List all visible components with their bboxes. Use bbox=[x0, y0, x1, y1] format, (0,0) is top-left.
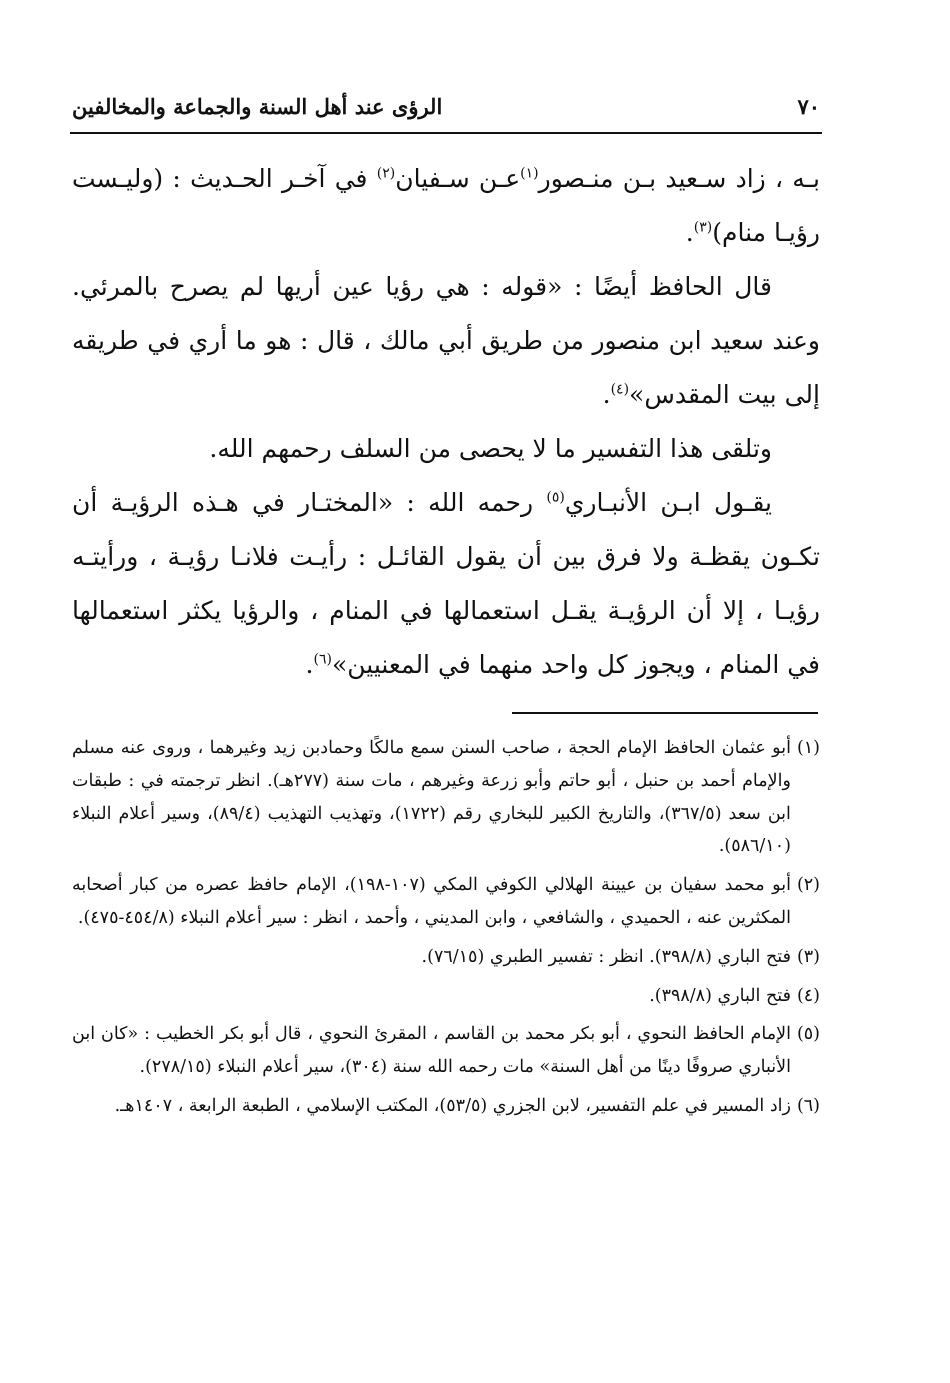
running-title: الرؤى عند أهل السنة والجماعة والمخالفين bbox=[72, 93, 443, 119]
footnote-number: (٥) bbox=[796, 1024, 820, 1045]
footnote-text: فتح الباري (٣٩٨/٨). bbox=[649, 985, 791, 1006]
paragraph-2 bbox=[72, 260, 820, 422]
text-run: قال الحافظ أيضًا : «قوله : هي رؤيا عين أريها لم يصرح بالمرئي. وعند سعيد ابن منصور من طريق أبي مالك ، قال : هو ما أري في طريقه إلى بيت المقدس» bbox=[72, 272, 820, 409]
footnote-text: أبو عثمان الحافظ الإمام الحجة ، صاحب السنن سمع مالكًا وحمادبن زيد وغيرهما ، وروى عنه مسلم والإمام أحمد بن حنبل ، أبو حاتم وأبو زرعة وغيرهم ، مات سنة (٢٧٧هـ). انظر ترجمته في : طبقات ابن سعد (٣٦٧/٥)، والتاريخ الكبير للبخاري رقم (١٧٢٢)، وتهذيب التهذيب (٨٩/٤)، وسير أعلام النبلاء (٥٨٦/١٠). bbox=[72, 738, 791, 857]
footnote-5 bbox=[72, 1018, 820, 1084]
footnote-text: فتح الباري (٣٩٨/٨). انظر : تفسير الطبري (٧٦/١٥). bbox=[421, 946, 791, 967]
footnote-ref-4[interactable]: (٤) bbox=[610, 381, 630, 398]
footnote-number: (٢) bbox=[796, 875, 820, 896]
paragraph-1 bbox=[72, 152, 820, 260]
footnote-text: زاد المسير في علم التفسير، لابن الجزري (٥٣/٥)، المكتب الإسلامي ، الطبعة الرابعة ، ١٤٠٧هـ. bbox=[114, 1095, 791, 1116]
footnote-1 bbox=[72, 732, 820, 863]
page-header bbox=[72, 88, 820, 124]
text-run: بـه ، زاد سـعيد بـن منـصور bbox=[538, 164, 820, 193]
header-rule bbox=[70, 132, 822, 134]
footnote-3 bbox=[72, 941, 820, 974]
text-run: في آخـر الحـديث : (وليـست رؤيـا منام) bbox=[72, 164, 820, 247]
footnote-text: أبو محمد سفيان بن عيينة الهلالي الكوفي المكي (١٠٧-١٩٨)، الإمام حافظ عصره من كبار أصحابه المكثرين عنه ، الحميدي ، والشافعي ، وابن المديني ، وأحمد ، انظر : سير أعلام النبلاء (٤٥٤/٨-٤٧٥). bbox=[72, 875, 791, 928]
footnote-ref-5[interactable]: (٥) bbox=[546, 489, 565, 506]
footnote-ref-2[interactable]: (٢) bbox=[376, 165, 396, 182]
footnotes bbox=[72, 732, 820, 1129]
footnote-separator bbox=[512, 712, 818, 714]
footnote-6 bbox=[72, 1090, 820, 1123]
paragraph-3 bbox=[72, 422, 820, 476]
footnote-text: الإمام الحافظ النحوي ، أبو بكر محمد بن القاسم ، المقرئ النحوي ، قال أبو بكر الخطيب : «كان ابن الأنباري صروفًا دينًا من أهل السنة» مات رحمه الله سنة (٣٠٤)، سير أعلام النبلاء (٢٧٨/١٥). bbox=[72, 1024, 791, 1078]
paragraph-4 bbox=[72, 476, 820, 692]
page-number: ٧٠ bbox=[797, 93, 820, 119]
text-run: . bbox=[685, 218, 694, 247]
main-text bbox=[72, 152, 820, 692]
footnote-ref-6[interactable]: (٦) bbox=[313, 651, 332, 668]
text-run: رحمه الله : «المختـار في هـذه الرؤيـة أن تكـون يقظـة ولا فرق بين أن يقول القائـل : رأيـت فلانـا رؤيـة ، ورأيتـه رؤيـا ، إلا أن الرؤيـة يقـل استعمالها في المنام ، والرؤيا يكثر استعمالها في المنام ، ويجوز كل واحد منهما في المعنيين» bbox=[72, 488, 820, 679]
footnote-number: (٣) bbox=[796, 946, 820, 967]
text-run: وتلقى هذا التفسير ما لا يحصى من السلف رحمهم الله. bbox=[209, 434, 772, 463]
footnote-number: (٦) bbox=[796, 1095, 820, 1116]
text-run: . bbox=[305, 650, 314, 679]
text-run: عـن سـفيان bbox=[395, 164, 521, 193]
footnote-number: (١) bbox=[796, 738, 820, 758]
footnote-ref-3[interactable]: (٣) bbox=[693, 219, 713, 236]
footnote-number: (٤) bbox=[796, 985, 820, 1006]
text-run: يقـول ابـن الأنبـاري bbox=[564, 488, 772, 517]
footnote-2 bbox=[72, 869, 820, 935]
footnote-4 bbox=[72, 980, 820, 1013]
text-run: . bbox=[602, 380, 611, 409]
footnote-ref-1[interactable]: (١) bbox=[520, 165, 539, 182]
